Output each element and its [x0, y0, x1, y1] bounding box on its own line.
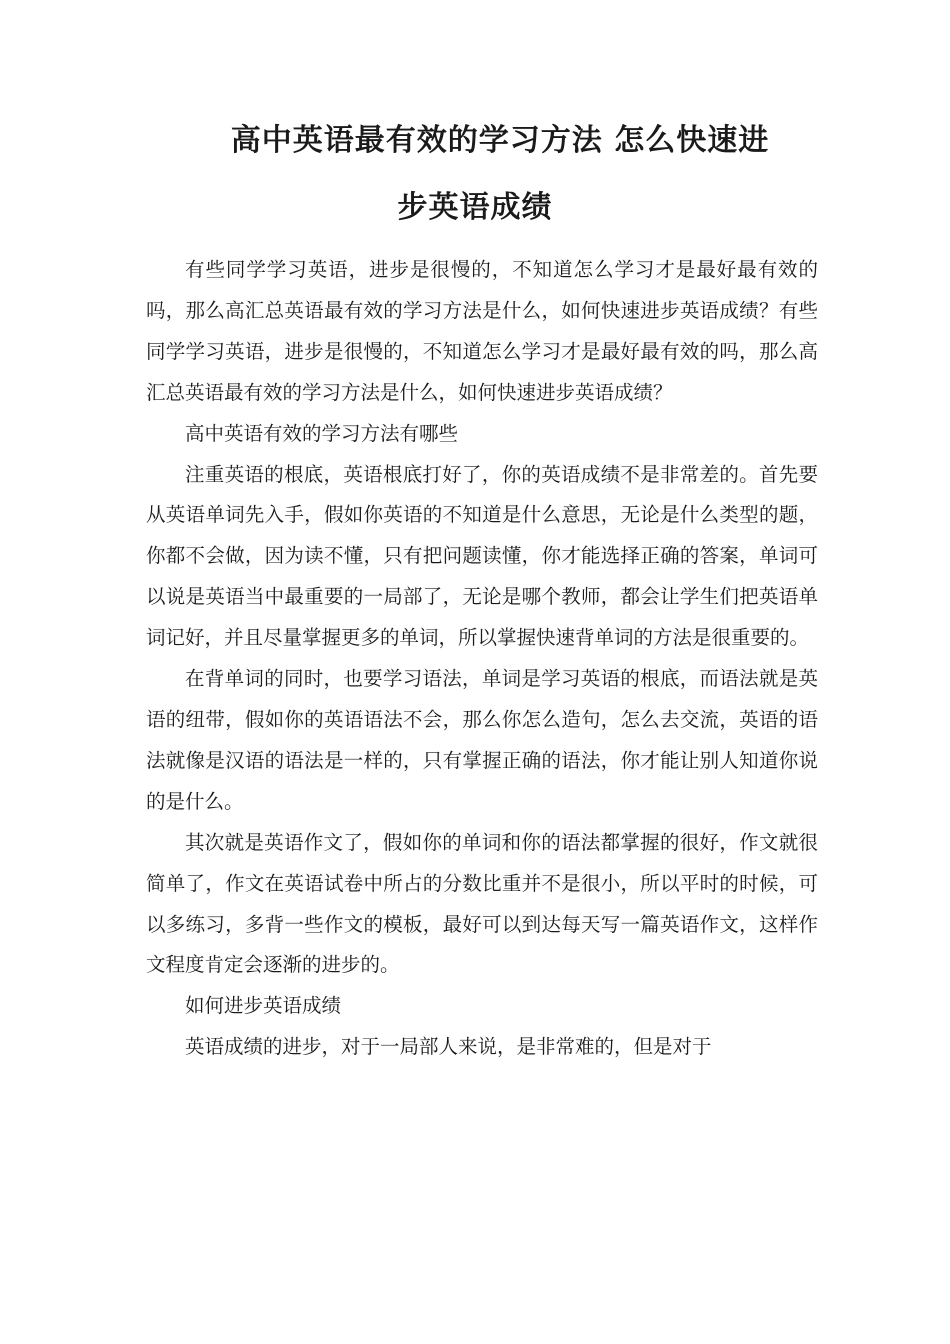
document-title-line-2: 步英语成绩 — [397, 190, 553, 225]
section-heading-improve: 如何进步英语成绩 — [185, 994, 342, 1018]
paragraph-vocabulary: 注重英语的根底，英语根底打好了，你的英语成绩不是非常差的。首先要从英语单词先入手，假如你英语的不知道是什么意思，无论是什么类型的题，你都不会做，因为读不懂，只有把问题读懂，你才能选择正确的答案，单词可以说是英语当中最重要的一局部了，无论是哪个教师，都会让学生们把英语单词记好，并且尽量掌握更多的单词，所以掌握快速背单词的方法是很重要的。 — [146, 462, 818, 650]
section-heading-methods: 高中英语有效的学习方法有哪些 — [185, 421, 459, 445]
paragraph-writing: 其次就是英语作文了，假如你的单词和你的语法都掌握的很好，作文就很简单了，作文在英语试卷中所占的分数比重并不是很小，所以平时的时候，可以多练习，多背一些作文的模板，最好可以到达每天写一篇英语作文，这样作文程度肯定会逐渐的进步的。 — [146, 830, 818, 977]
document-body — [146, 250, 818, 1068]
paragraph-grammar: 在背单词的同时，也要学习语法，单词是学习英语的根底，而语法就是英语的纽带，假如你的英语语法不会，那么你怎么造句，怎么去交流，英语的语法就像是汉语的语法是一样的，只有掌握正确的语法，你才能让别人知道你说的是什么。 — [146, 667, 818, 813]
intro-paragraph: 有些同学学习英语，进步是很慢的，不知道怎么学习才是最好最有效的吗，那么高汇总英语最有效的学习方法是什么，如何快速进步英语成绩？有些同学学习英语，进步是很慢的，不知道怎么学习才是最好最有效的吗，那么高汇总英语最有效的学习方法是什么，如何快速进步英语成绩？ — [146, 258, 818, 404]
paragraph-improve-partial: 英语成绩的进步，对于一局部人来说，是非常难的，但是对于 — [185, 1035, 712, 1059]
document-title-line-1: 高中英语最有效的学习方法 怎么快速进 — [230, 123, 770, 158]
